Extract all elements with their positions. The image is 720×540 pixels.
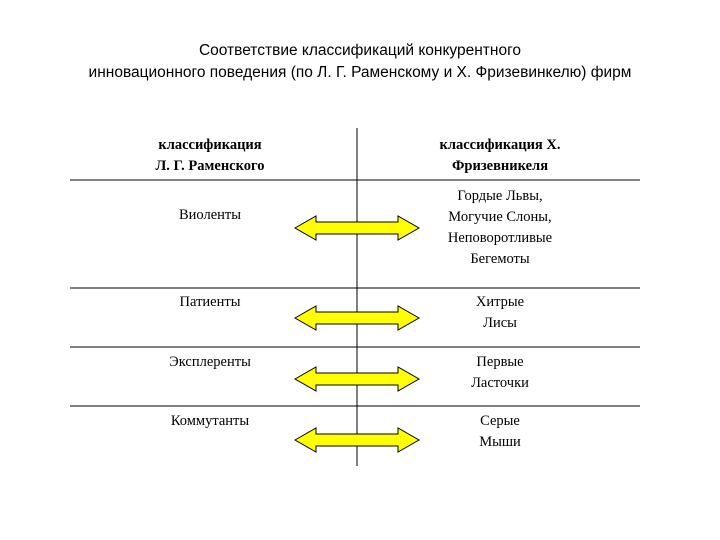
row-4-right <box>395 411 605 453</box>
right-header-line-2: Фризевникеля <box>451 158 549 174</box>
row-3-left: Эксплеренты <box>169 354 251 370</box>
row-2-right <box>395 292 605 334</box>
row-2-right-line-1: Хитрые <box>475 294 525 310</box>
row-4-right-line-2: Мыши <box>479 434 521 450</box>
right-header-line-1: классификация Х. <box>439 137 561 153</box>
row-4-left: Коммутанты <box>170 413 250 429</box>
row-3-right-line-2: Ласточки <box>471 375 529 391</box>
right-column-header <box>395 135 605 177</box>
row-1-right-line-1: Гордые Львы, <box>457 188 543 204</box>
left-column-header <box>110 135 310 177</box>
row-1-right-line-2: Могучие Слоны, <box>448 209 552 225</box>
row-1-left: Виоленты <box>178 207 241 223</box>
row-1-right-line-4: Бегемоты <box>470 251 530 267</box>
row-2-left: Патиенты <box>179 294 241 310</box>
left-header-line-1: классификация <box>158 137 262 153</box>
left-header-line-2: Л. Г. Раменского <box>155 158 265 174</box>
row-3-right <box>395 352 605 394</box>
title-line-2: инновационного поведения (по Л. Г. Раменскому и Х. Фризевинкелю) фирм <box>88 64 632 81</box>
row-1-right-line-3: Неповоротливые <box>447 230 553 246</box>
title-line-1: Соответствие классификаций конкурентного <box>198 42 522 59</box>
row-2-right-line-2: Лисы <box>483 315 517 331</box>
row-1-right <box>395 186 605 270</box>
row-4-right-line-1: Серые <box>480 413 520 429</box>
row-3-right-line-1: Первые <box>476 354 524 370</box>
